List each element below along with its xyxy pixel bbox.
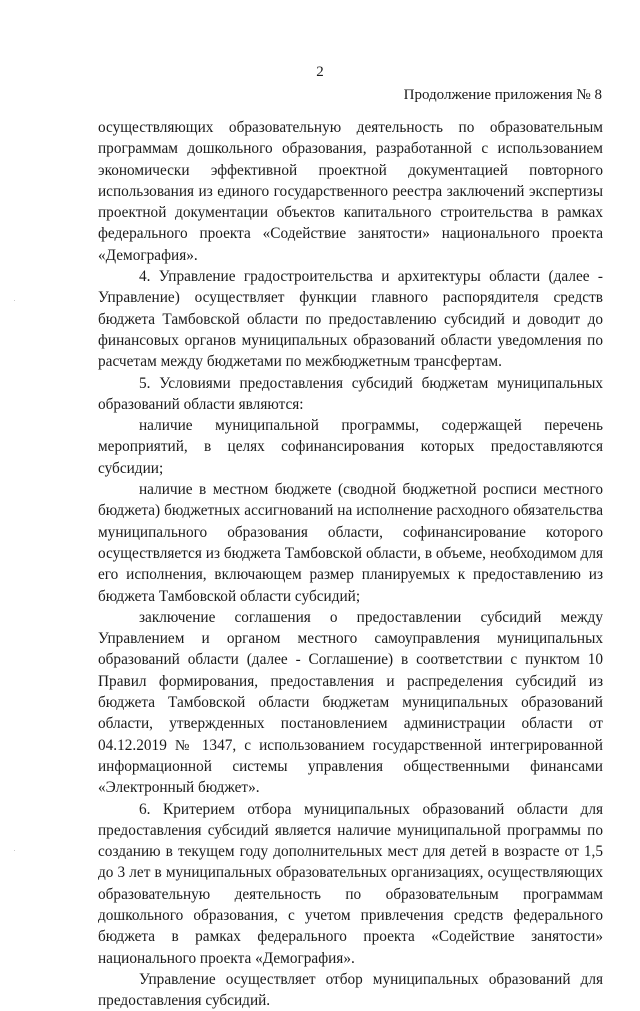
continuation-note: Продолжение приложения № 8 (403, 87, 602, 103)
paragraph: заключение соглашения о предоставлении субсидий между Управлением и органом местного самоуправления муниципальных образований области (далее - Соглашение) в соответствии с пунктом 10 Правил формирования, предоставления и распределения субсидий из бюджета Тамбовской области бюджетам муниципальных образований области, утвержденных постановлением администрации области от 04.12.2019 № 1347, с использованием государственной интегрированной информационной системы управления общественными финансами «Электронный бюджет». (98, 608, 603, 797)
paragraph: 5. Условиями предоставления субсидий бюджетам муниципальных образований области являются: (98, 374, 603, 413)
scan-mark (14, 300, 15, 301)
paragraph: наличие муниципальной программы, содержащей перечень мероприятий, в целях софинансирования которых предоставляются субсидии; (98, 417, 603, 477)
scan-mark (14, 850, 15, 851)
page-number: 2 (316, 64, 324, 80)
paragraph: 4. Управление градостроительства и архитектуры области (далее - Управление) осуществляет функции главного распорядителя средств бюджета Тамбовской области по предоставлению субсидий и доводит до финансовых органов муниципальных образований области уведомления по расчетам между бюджетами по межбюджетным трансфертам. (98, 268, 603, 371)
paragraph: Управление осуществляет отбор муниципальных образований для предоставления субсидий. (98, 970, 603, 1010)
paragraph: осуществляющих образовательную деятельность по образовательным программам дошкольного образования, разработанной с использованием экономически эффективной проектной документацией повторного использования из единого государственного реестра заключений экспертизы проектной документации объектов капитального строительства в рамках федерального проекта «Содействие занятости» национального проекта «Демография». (98, 119, 603, 264)
paragraph: наличие в местном бюджете (сводной бюджетной росписи местного бюджета) бюджетных ассигнований на исполнение расходного обязательства муниципального образования области, софинансирование которого осуществляется из бюджета Тамбовской области, в объеме, необходимом для его исполнения, включающем размер планируемых к предоставлению из бюджета Тамбовской области субсидий; (98, 481, 603, 605)
document-body (98, 117, 603, 1011)
paragraph: 6. Критерием отбора муниципальных образований области для предоставления субсидий является наличие муниципальной программы по созданию в текущем году дополнительных мест для детей в возрасте от 1,5 до 3 лет в муниципальных образовательных организациях, осуществляющих образовательную деятельность по образовательным программам дошкольного образования, с учетом привлечения средств федерального бюджета в рамках федерального проекта «Содействие занятости» национального проекта «Демография». (98, 800, 603, 967)
